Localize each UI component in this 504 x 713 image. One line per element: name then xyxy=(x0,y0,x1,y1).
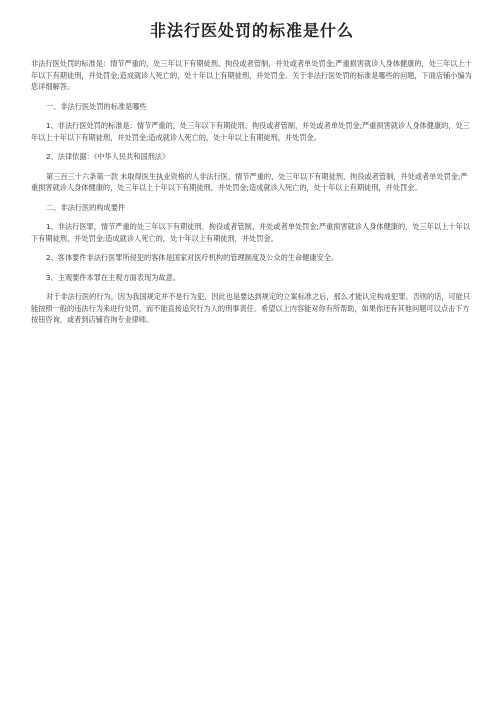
paragraph-1-1: 1、非法行医处罚的标准是：情节严重的，处三年以下有期徒刑、拘役或者管制，并处或者单处罚金;严重损害就诊人身体健康的，处三年以上十年以下有期徒刑，并处罚金;造成就诊人死亡的，处十年以上有期徒刑，并处罚金。 xyxy=(31,121,470,142)
intro-paragraph: 非法行医处罚的标准是：情节严重的，处三年以下有期徒刑、拘役或者管制，并处或者单处罚金;严重损害就诊人身体健康的，处三年以上十年以下有期徒刑，并处罚金;造成就诊人死亡的，处十年以上有期徒刑，并处罚金。关于非法行医处罚的标准是哪些的问题，下面店铺小编为您详细解答。 xyxy=(31,59,472,91)
page-title: 非法行医处罚的标准是什么 xyxy=(149,21,354,40)
paragraph-article-336: 第三百三十六条第一款 未取得医生执业资格的人非法行医，情节严重的，处三年以下有期徒刑、拘役或者管制，并处或者单处罚金;严重损害就诊人身体健康的，处三年以上十年以下有期徒刑，并处罚金;造成就诊人死亡的，处十年以上有期徒刑，并处罚金。 xyxy=(31,171,468,192)
article-body xyxy=(31,58,474,334)
section-heading-1: 一、非法行医处罚的标准是哪些 xyxy=(46,101,147,111)
section-heading-2: 二、非法行医的构成要件 xyxy=(46,202,126,212)
paragraph-2-1: 1、非法行医罪，情节严重的处三年以下有期徒刑、拘役或者管制，并处或者单处罚金;严重损害就诊人身体健康的，处三年以上十年以下有期徒刑，并处罚金;造成就诊人死亡的，处十年以上有期徒刑，并处罚金。 xyxy=(31,222,470,243)
conclusion-paragraph: 对于非法行医的行为，因为我国规定并不是行为犯，因此也是要达到规定的立案标准之后，那么才能认定构成犯罪。否则的话，可能只能按照一般的违法行为来进行处罚，而不能直接追究行为人的刑事责任。希望以上内容能对你有所帮助，如果你还有其他问题可以点击下方按钮咨询，或者到店铺咨询专业律师。 xyxy=(31,292,471,324)
paragraph-2-3: 3、主观要件本罪在主观方面表现为故意。 xyxy=(46,272,180,282)
paragraph-2-2: 2、客体要件非法行医罪所侵犯的客体是国家对医疗机构的管理制度及公众的生命健康安全。 xyxy=(46,253,339,262)
paragraph-legal-basis: 2、法律依据：《中华人民共和国刑法》 xyxy=(46,152,170,161)
